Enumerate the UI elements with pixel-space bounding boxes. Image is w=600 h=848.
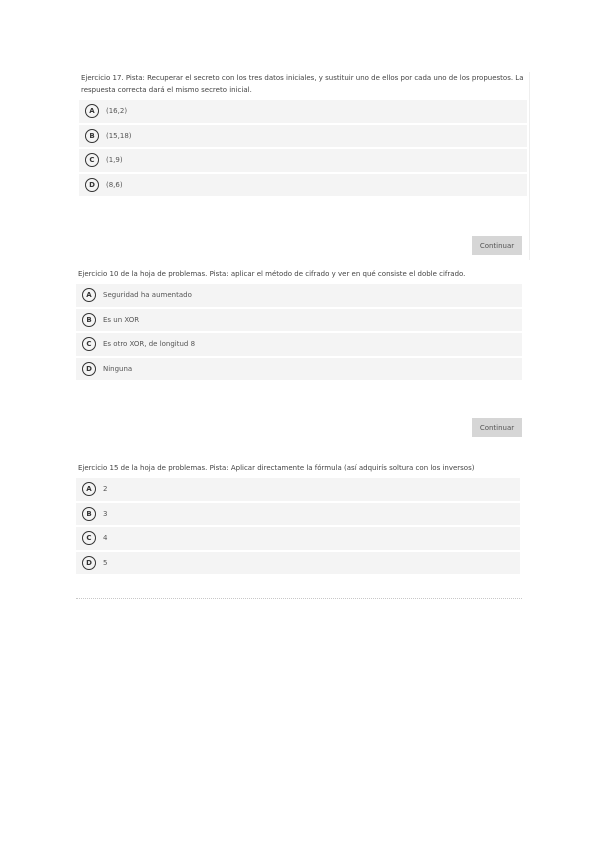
option-a[interactable]	[76, 284, 522, 307]
continue-button[interactable]: Continuar	[472, 236, 522, 255]
question-15	[76, 462, 522, 600]
question-text: Ejercicio 15 de la hoja de problemas. Pista: Aplicar directamente la fórmula (así adquirís soltura con los inversos)	[78, 464, 475, 472]
option-d[interactable]	[79, 174, 527, 197]
option-letter-badge: D	[82, 362, 96, 376]
option-c[interactable]	[79, 149, 527, 172]
option-text: (15,18)	[106, 131, 132, 140]
option-letter-badge: C	[85, 153, 99, 167]
option-letter-badge: B	[85, 129, 99, 143]
option-letter-badge: A	[82, 482, 96, 496]
divider	[76, 598, 522, 599]
option-text: (8,6)	[106, 180, 123, 189]
option-letter-badge: B	[82, 313, 96, 327]
option-text: 5	[103, 558, 108, 567]
option-a[interactable]	[79, 100, 527, 123]
option-letter-badge: A	[85, 104, 99, 118]
option-text: 3	[103, 509, 108, 518]
option-text: Es otro XOR, de longitud 8	[103, 340, 196, 349]
option-c[interactable]	[76, 333, 522, 356]
option-text: Ninguna	[103, 364, 133, 373]
option-text: (16,2)	[106, 107, 128, 116]
option-text: Es un XOR	[103, 315, 140, 324]
option-d[interactable]	[76, 358, 522, 381]
option-letter-badge: C	[82, 531, 96, 545]
option-letter-badge: B	[82, 507, 96, 521]
option-letter-badge: D	[82, 556, 96, 570]
continue-button[interactable]: Continuar	[472, 418, 522, 437]
option-c[interactable]	[76, 527, 520, 550]
question-text: Ejercicio 17. Pista: Recuperar el secreto con los tres datos iniciales, y sustituir uno de ellos por cada uno de los propuestos. La respuesta correcta dará el mismo secreto inicial.	[81, 74, 524, 94]
question-10	[76, 268, 524, 440]
question-17	[79, 72, 530, 260]
option-b[interactable]	[79, 125, 527, 148]
option-letter-badge: C	[82, 337, 96, 351]
option-text: (1,9)	[106, 156, 123, 165]
option-b[interactable]	[76, 309, 522, 332]
option-letter-badge: D	[85, 178, 99, 192]
question-text: Ejercicio 10 de la hoja de problemas. Pista: aplicar el método de cifrado y ver en qué consiste el doble cifrado.	[78, 270, 466, 278]
option-text: Seguridad ha aumentado	[103, 291, 192, 300]
option-d[interactable]	[76, 552, 520, 575]
option-text: 4	[103, 534, 108, 543]
option-a[interactable]	[76, 478, 520, 501]
option-text: 2	[103, 485, 108, 494]
option-b[interactable]	[76, 503, 520, 526]
option-letter-badge: A	[82, 288, 96, 302]
